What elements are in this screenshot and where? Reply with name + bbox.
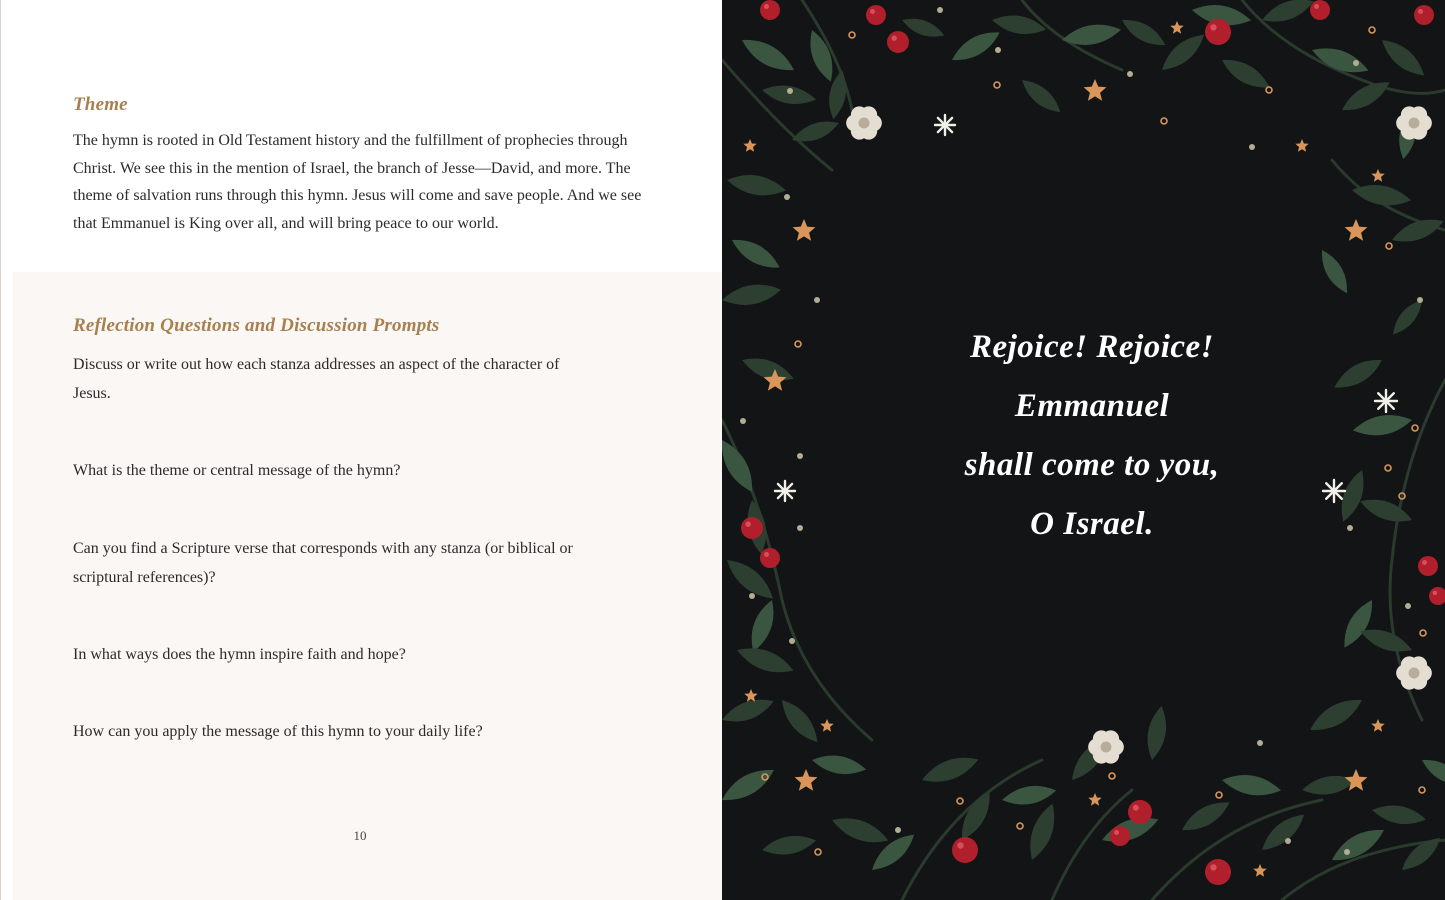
star-icon: [1253, 864, 1266, 877]
dot-icon: [797, 453, 803, 459]
star-icon: [1345, 219, 1368, 241]
berry-highlight: [1210, 24, 1217, 31]
dot-icon: [749, 593, 755, 599]
leaf-icon: [1315, 246, 1354, 297]
berry-highlight: [870, 9, 875, 14]
leaf-icon: [1118, 13, 1169, 52]
berry-highlight: [745, 521, 751, 527]
dot-icon: [1257, 740, 1263, 746]
leaf-icon: [789, 115, 841, 147]
star-icon: [1295, 139, 1308, 152]
leaf-icon: [1357, 493, 1415, 528]
reflection-prompt: Can you find a Scripture verse that corresponds with any stanza (or biblical or scriptural references)?: [73, 540, 573, 586]
berry-highlight: [764, 4, 769, 9]
dot-icon: [789, 638, 795, 644]
left-page: [0, 0, 722, 900]
reflection-prompt: What is the theme or central message of the hymn?: [73, 462, 401, 479]
reflection-heading: Reflection Questions and Discussion Prompts: [73, 315, 440, 336]
dot-icon: [1109, 773, 1115, 779]
berry-icon: [1205, 859, 1231, 885]
leaf-icon: [728, 232, 784, 275]
berry-icon: [1205, 19, 1231, 45]
berry-highlight: [1210, 864, 1217, 871]
dot-icon: [1412, 425, 1418, 431]
flower-icon: [1409, 118, 1420, 129]
leaf-icon: [948, 25, 1004, 68]
berry-icon: [1418, 556, 1438, 576]
berry-icon: [741, 517, 763, 539]
dot-icon: [849, 32, 855, 38]
berry-highlight: [1114, 830, 1119, 835]
berry-icon: [866, 5, 886, 25]
leaf-icon: [810, 751, 867, 778]
berry-highlight: [1418, 9, 1423, 14]
dot-icon: [1385, 465, 1391, 471]
dot-icon: [895, 827, 901, 833]
leaf-icon: [1259, 0, 1317, 28]
leaf-icon: [1300, 772, 1357, 799]
dot-icon: [957, 798, 963, 804]
leaf-icon: [739, 352, 797, 387]
dot-icon: [787, 88, 793, 94]
star-icon: [1345, 769, 1368, 791]
leaf-icon: [1376, 33, 1429, 82]
berry-icon: [1110, 826, 1130, 846]
berry-icon: [1310, 0, 1330, 20]
star-icon: [795, 769, 818, 791]
leaf-icon: [737, 32, 799, 79]
berry-icon: [887, 31, 909, 53]
dot-icon: [1344, 849, 1350, 855]
verse-line: shall come to you,: [964, 447, 1220, 483]
stem-icon: [1152, 800, 1322, 900]
star-icon: [820, 719, 833, 732]
leaf-icon: [1156, 28, 1209, 77]
leaf-icon: [745, 597, 780, 655]
leaf-icon: [734, 641, 797, 680]
star-icon: [1371, 719, 1384, 732]
dot-icon: [797, 525, 803, 531]
reflection-prompt: Discuss or write out how each stanza addresses an aspect of the character of Jesus.: [73, 356, 560, 402]
leaf-icon: [725, 171, 787, 200]
reflection-prompt: How can you apply the message of this hymn to your daily life?: [73, 723, 483, 740]
leaf-icon: [1397, 832, 1445, 876]
leaf-icon: [919, 750, 982, 789]
leaf-icon: [1389, 213, 1445, 248]
leaf-icon: [990, 11, 1047, 38]
leaf-icon: [829, 811, 892, 850]
leaf-icon: [760, 81, 817, 108]
dot-icon: [1353, 60, 1359, 66]
page-number: 10: [353, 828, 367, 843]
page-edge: [0, 0, 1, 900]
dot-icon: [1127, 71, 1133, 77]
star-icon: [1084, 79, 1107, 101]
leaf-icon: [1143, 704, 1170, 761]
leaf-icon: [1178, 795, 1234, 838]
flower-icon: [1101, 742, 1112, 753]
star-icon: [744, 689, 757, 702]
star-icon: [793, 219, 816, 241]
leaf-icon: [1023, 800, 1062, 863]
dot-icon: [937, 7, 943, 13]
berry-icon: [760, 548, 780, 568]
verse-line: O Israel.: [1030, 506, 1154, 542]
flower-icon: [859, 118, 870, 129]
leaf-icon: [1330, 352, 1386, 395]
berry-highlight: [1433, 591, 1438, 596]
berry-highlight: [1314, 4, 1319, 9]
berry-icon: [1429, 587, 1445, 605]
berry-icon: [1414, 5, 1434, 25]
verse-line: Rejoice! Rejoice!: [969, 329, 1214, 365]
berry-icon: [1128, 800, 1152, 824]
dot-icon: [1249, 144, 1255, 150]
dot-icon: [1419, 787, 1425, 793]
leaf-icon: [760, 832, 817, 859]
hymn-verse: [902, 318, 1282, 554]
leaf-icon: [722, 762, 779, 809]
leaf-icon: [1256, 808, 1309, 857]
leaf-icon: [775, 694, 824, 747]
dot-icon: [1420, 630, 1426, 636]
berry-highlight: [1133, 805, 1139, 811]
theme-heading: Theme: [73, 94, 128, 115]
berry-highlight: [891, 35, 897, 41]
dot-icon: [1347, 525, 1353, 531]
leaf-icon: [722, 280, 783, 309]
leaf-icon: [1370, 801, 1427, 828]
dot-icon: [1285, 838, 1291, 844]
leaf-icon: [1220, 771, 1282, 800]
dot-icon: [1417, 297, 1423, 303]
berry-icon: [760, 0, 780, 20]
dot-icon: [1405, 603, 1411, 609]
dot-icon: [1266, 87, 1272, 93]
dot-icon: [740, 418, 746, 424]
berry-highlight: [1422, 560, 1427, 565]
dot-icon: [1386, 243, 1392, 249]
berry-highlight: [957, 842, 964, 849]
leaf-icon: [1060, 20, 1122, 49]
leaf-icon: [1357, 623, 1415, 658]
star-icon: [1088, 793, 1101, 806]
dot-icon: [815, 849, 821, 855]
leaf-icon: [1000, 782, 1057, 809]
star-icon: [743, 139, 756, 152]
dot-icon: [995, 47, 1001, 53]
leaf-icon: [1017, 74, 1066, 118]
leaf-icon: [1305, 692, 1367, 739]
dot-icon: [1216, 792, 1222, 798]
star-icon: [1371, 169, 1384, 182]
verse-line: Emmanuel: [1014, 388, 1170, 424]
leaf-icon: [1327, 822, 1389, 869]
dot-icon: [1161, 118, 1167, 124]
star-icon: [1170, 21, 1183, 34]
dot-icon: [814, 297, 820, 303]
reflection-prompt: In what ways does the hymn inspire faith and hope?: [73, 646, 406, 663]
leaf-icon: [722, 435, 760, 497]
leaf-icon: [1350, 181, 1412, 210]
dot-icon: [1369, 27, 1375, 33]
berry-icon: [952, 837, 978, 863]
dot-icon: [795, 341, 801, 347]
right-page-illustration: [722, 0, 1445, 900]
leaf-icon: [1418, 753, 1445, 792]
leaf-icon: [1351, 411, 1413, 440]
flower-icon: [1409, 668, 1420, 679]
berry-highlight: [764, 552, 769, 557]
dot-icon: [784, 194, 790, 200]
dot-icon: [994, 82, 1000, 88]
theme-body: The hymn is rooted in Old Testament history and the fulfillment of prophecies through Christ. We see this in the mention of Israel, the branch of Jesse—David, and more. The theme of salvation runs through this hymn. Jesus will come and save people. And we see that Emmanuel is King over all, and will bring peace to our world.: [73, 132, 642, 232]
stem-icon: [722, 60, 832, 170]
dot-icon: [1017, 823, 1023, 829]
